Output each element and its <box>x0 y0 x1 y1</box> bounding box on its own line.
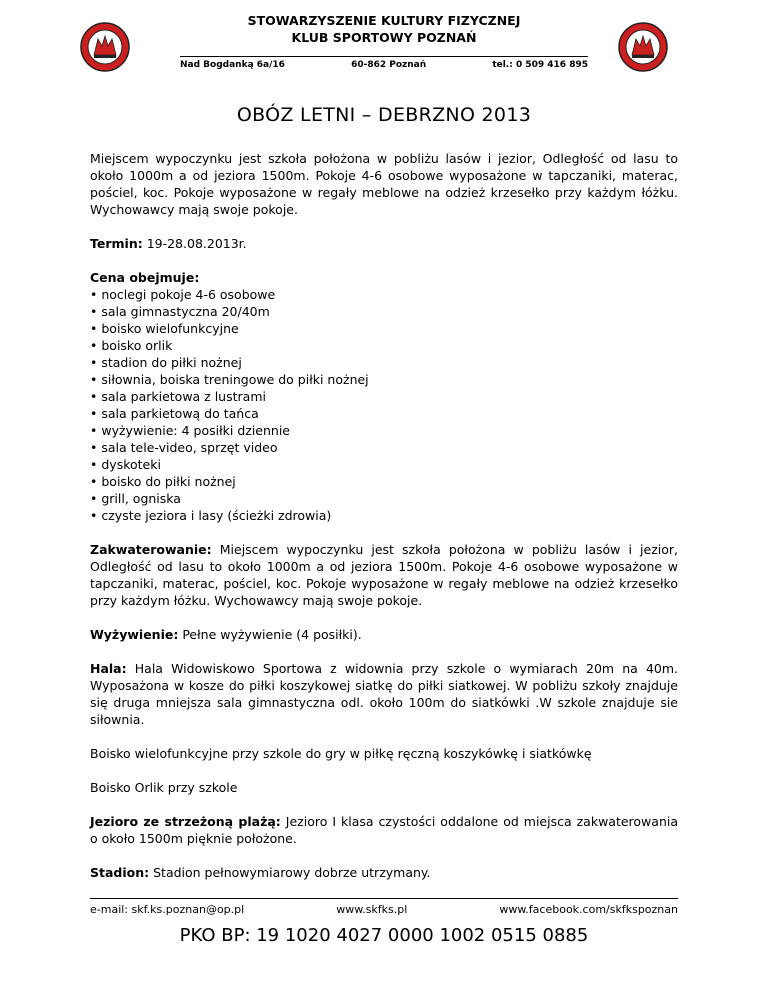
stadion-label: Stadion: <box>90 865 150 880</box>
footer-website[interactable]: www.skfks.pl <box>336 903 408 916</box>
zakwaterowanie-label: Zakwaterowanie: <box>90 542 212 557</box>
jezioro-text: Jezioro I klasa czystości oddalone od miejsca zakwaterowania o około 1500m pięknie położone. <box>90 814 678 846</box>
phone-number: tel.: 0 509 416 895 <box>492 60 588 70</box>
list-item: • sala parkietową do tańca <box>90 405 678 422</box>
list-item: • sala tele-video, sprzęt video <box>90 439 678 456</box>
wyzywienie-label: Wyżywienie: <box>90 627 179 642</box>
list-item: • dyskoteki <box>90 456 678 473</box>
list-item: • sala parkietowa z lustrami <box>90 388 678 405</box>
jezioro-label: Jezioro ze strzeżoną plażą: <box>90 814 281 829</box>
list-item: • siłownia, boiska treningowe do piłki nożnej <box>90 371 678 388</box>
bank-account: PKO BP: 19 1020 4027 0000 1002 0515 0885 <box>179 925 589 946</box>
footer-contacts <box>90 898 678 916</box>
cena-list <box>90 286 678 524</box>
cena-label: Cena obejmuje: <box>90 270 200 285</box>
intro-paragraph: Miejscem wypoczynku jest szkoła położona w pobliżu lasów i jezior, Odległość od lasu to około 1000m a od jeziora 1500m. Pokoje 4-6 osobowe wyposażone w tapczaniki, materac, pościel, koc. Pokoje wyposażone w regały meblowe na odzież krzesełko przy każdym łóżku. Wychowawcy mają swoje pokoje. <box>90 151 678 217</box>
postal-city: 60-862 Poznań <box>351 60 427 70</box>
org-line-1: STOWARZYSZENIE KULTURY FIZYCZNEJ <box>247 13 521 28</box>
termin-paragraph <box>90 235 678 252</box>
list-item: • czyste jeziora i lasy (ścieżki zdrowia) <box>90 507 678 524</box>
zakwaterowanie-paragraph <box>90 541 678 609</box>
hala-label: Hala: <box>90 661 127 676</box>
list-item: • boisko do piłki nożnej <box>90 473 678 490</box>
termin-value: 19-28.08.2013r. <box>142 236 247 251</box>
club-logo-left <box>80 22 130 72</box>
address-bar <box>180 56 588 70</box>
list-item: • boisko orlik <box>90 337 678 354</box>
org-line-2: KLUB SPORTOWY POZNAŃ <box>291 30 477 45</box>
zakwaterowanie-text: Miejscem wypoczynku jest szkoła położona w pobliżu lasów i jezior, Odległość od lasu to około 1000m a od jeziora 1500m. Pokoje 4-6 osobowe wyposażone w tapczaniki, materac, pościel, koc. Pokoje wyposażone w regały meblowe na odzież krzesełko przy każdym łóżku. Wychowawcy mają swoje pokoje. <box>90 542 678 608</box>
list-item: • noclegi pokoje 4-6 osobowe <box>90 286 678 303</box>
stadion-text: Stadion pełnowymiarowy dobrze utrzymany. <box>149 865 431 880</box>
footer-facebook[interactable]: www.facebook.com/skfkspoznan <box>499 903 678 916</box>
document-title: OBÓZ LETNI – DEBRZNO 2013 <box>236 104 532 126</box>
list-item: • wyżywienie: 4 posiłki dziennie <box>90 422 678 439</box>
wyzywienie-paragraph <box>90 626 678 643</box>
wyzywienie-text: Pełne wyżywienie (4 posiłki). <box>178 627 362 642</box>
hala-text: Hala Widowiskowo Sportowa z widownia przy szkole o wymiarach 20m na 40m. Wyposażona w kosze do piłki koszykowej siatkę do piłki siatkowej. W pobliżu szkoły znajduje się druga mniejsza sala gimnastyczna odl. około 100m do siatkówki .W szkole znajduje sie siłownia. <box>90 661 678 727</box>
boisko-wielofunkcyjne-paragraph: Boisko wielofunkcyjne przy szkole do gry w piłkę ręczną koszykówkę i siatkówkę <box>90 746 592 761</box>
boisko-orlik-paragraph: Boisko Orlik przy szkole <box>90 780 238 795</box>
jezioro-paragraph <box>90 813 678 847</box>
organization-name <box>180 12 588 46</box>
termin-label: Termin: <box>90 236 143 251</box>
list-item: • grill, ogniska <box>90 490 678 507</box>
document-body <box>90 150 678 898</box>
hala-paragraph <box>90 660 678 728</box>
list-item: • stadion do piłki nożnej <box>90 354 678 371</box>
list-item: • sala gimnastyczna 20/40m <box>90 303 678 320</box>
stadion-paragraph <box>90 864 678 881</box>
list-item: • boisko wielofunkcyjne <box>90 320 678 337</box>
street-address: Nad Bogdanką 6a/16 <box>180 60 285 70</box>
footer-email[interactable]: e-mail: skf.ks.poznan@op.pl <box>90 903 245 916</box>
club-logo-right <box>618 22 668 72</box>
